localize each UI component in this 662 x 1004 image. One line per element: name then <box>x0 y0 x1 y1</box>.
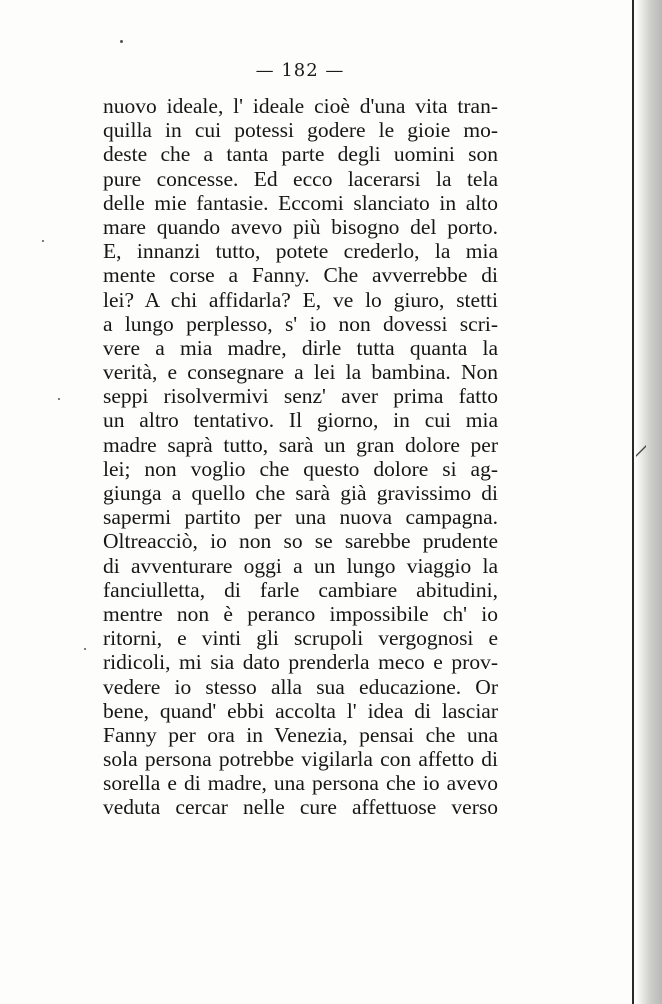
text-line: un altro tentativo. Il giorno, in cui mia <box>103 408 498 433</box>
text-line: mare quando avevo più bisogno del porto. <box>103 214 498 239</box>
text-line: verità, e consegnare a lei la bambina. Non <box>103 360 498 385</box>
text-line: E, innanzi tutto, potete crederlo, la mia <box>103 239 498 264</box>
text-line: nuovo ideale, l' ideale cioè d'una vita tran- <box>103 94 498 118</box>
text-line: vere a mia madre, dirle tutta quanta la <box>103 335 498 360</box>
page-edge-line <box>632 0 634 1004</box>
text-line: deste che a tanta parte degli uomini son <box>103 142 498 167</box>
text-line: Fanny per ora in Venezia, pensai che una <box>103 722 498 747</box>
ink-speck <box>120 40 123 43</box>
text-line: mentre non è peranco impossibile ch' io <box>103 601 498 626</box>
ink-speck <box>84 648 86 650</box>
ink-speck <box>42 240 44 242</box>
text-line: vedere io stesso alla sua educazione. Or <box>103 674 498 699</box>
text-line: sapermi partito per una nuova campagna. <box>103 505 498 530</box>
text-line: Oltreacciò, io non so se sarebbe prudente <box>103 529 498 554</box>
text-line: sorella e di madre, una persona che io avevo <box>103 771 498 796</box>
text-line: quilla in cui potessi godere le gioie mo- <box>103 118 498 143</box>
text-line: fanciulletta, di farle cambiare abitudini, <box>103 577 498 602</box>
text-line: di avventurare oggi a un lungo viaggio la <box>103 553 498 578</box>
text-line: giunga a quello che sarà già gravissimo di <box>103 481 498 505</box>
text-line: ritorni, e vinti gli scrupoli vergognosi e <box>103 626 498 651</box>
page-number: — 182 — <box>255 60 345 81</box>
text-line: veduta cercar nelle cure affettuose verso <box>103 795 498 820</box>
text-line: lei? A chi affidarla? E, ve lo giuro, stetti <box>103 287 498 312</box>
text-line: pure concesse. Ed ecco lacerarsi la tela <box>103 166 498 191</box>
body-text <box>103 94 498 820</box>
text-line: lei; non voglio che questo dolore si ag- <box>103 456 498 481</box>
text-line: ridicoli, mi sia dato prenderla meco e prov- <box>103 650 498 675</box>
ink-speck <box>58 398 60 400</box>
text-line: bene, quand' ebbi accolta l' idea di lasciar <box>103 698 498 723</box>
text-line: sola persona potrebbe vigilarla con affetto di <box>103 747 498 772</box>
text-line: delle mie fantasie. Eccomi slanciato in alto <box>103 190 498 215</box>
gutter-shadow <box>636 0 662 1004</box>
text-line: seppi risolvermivi senz' aver prima fatto <box>103 384 498 409</box>
text-line: a lungo perplesso, s' io non dovessi scri- <box>103 311 498 336</box>
text-line: mente corse a Fanny. Che avverrebbe di <box>103 263 498 288</box>
margin-mark <box>636 440 646 462</box>
text-line: madre saprà tutto, sarà un gran dolore per <box>103 432 498 457</box>
